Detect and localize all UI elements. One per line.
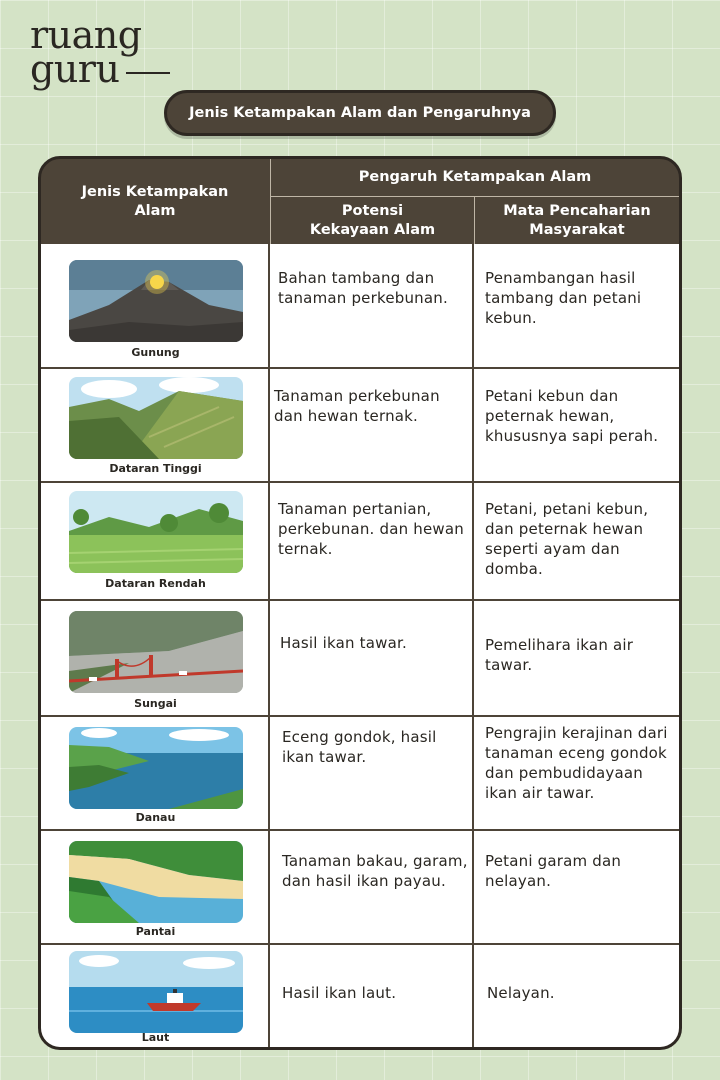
beach-icon [69,841,243,923]
potensi-text: Bahan tambang dan tanaman perkebunan. [278,269,448,307]
header-jenis: Jenis Ketampakan Alam [81,183,229,219]
sea-boat-image [69,951,243,1033]
feature-name: Danau [135,811,176,824]
ruangguru-logo [30,13,142,91]
potensi-text: Tanaman perkebunan dan hewan ternak. [274,387,440,425]
lake-image [69,727,243,809]
potensi-text: Eceng gondok, hasil ikan tawar. [282,728,437,766]
table-row [41,244,679,367]
potensi-text: Hasil ikan laut. [282,984,397,1002]
feature-name: Dataran Tinggi [109,462,202,475]
potensi-text: Tanaman bakau, garam, dan hasil ikan payau. [282,852,468,890]
mata-pencaharian-text: Penambangan hasil tambang dan petani kebun. [485,269,642,327]
river-bridge-icon [69,611,243,693]
mata-pencaharian-text: Pemelihara ikan air tawar. [485,636,634,674]
table-row [41,943,679,1047]
mountain-volcano-icon [69,260,243,342]
header-mata-pencaharian: Mata Pencaharian Masyarakat [474,197,679,244]
highland-image [69,377,243,459]
feature-name: Sungai [134,697,177,710]
page-title: Jenis Ketampakan Alam dan Pengaruhnya [164,90,556,136]
logo-line-2: guru [30,52,142,86]
header-pengaruh: Pengaruh Ketampakan Alam [270,159,679,197]
mata-pencaharian-text: Petani, petani kebun, dan peternak hewan seperti ayam dan domba. [485,500,649,578]
header-potensi: Potensi Kekayaan Alam [270,197,474,244]
lowland-image [69,491,243,573]
mountain-volcano-image [69,260,243,342]
table-row [41,599,679,715]
mata-pencaharian-text: Pengrajin kerajinan dari tanaman eceng gondok dan pembudidayaan ikan air tawar. [485,724,668,802]
table-row [41,481,679,599]
lowland-icon [69,491,243,573]
beach-image [69,841,243,923]
potensi-text: Tanaman pertanian, perkebunan. dan hewan ternak. [278,500,464,558]
feature-name: Dataran Rendah [105,577,206,590]
sea-boat-icon [69,951,243,1033]
mata-pencaharian-text: Petani garam dan nelayan. [485,852,622,890]
river-bridge-image [69,611,243,693]
feature-name: Gunung [131,346,180,359]
mata-pencaharian-text: Nelayan. [487,984,555,1002]
highland-icon [69,377,243,459]
table-row [41,367,679,481]
table-body [41,244,679,1047]
logo-line-1: ruang [30,13,142,57]
lake-icon [69,727,243,809]
feature-name: Laut [141,1031,170,1044]
feature-name: Pantai [135,925,176,938]
features-table [38,156,682,1050]
table-row [41,829,679,943]
table-row [41,715,679,829]
mata-pencaharian-text: Petani kebun dan peternak hewan, khususnya sapi perah. [485,387,659,445]
potensi-text: Hasil ikan tawar. [280,634,407,652]
